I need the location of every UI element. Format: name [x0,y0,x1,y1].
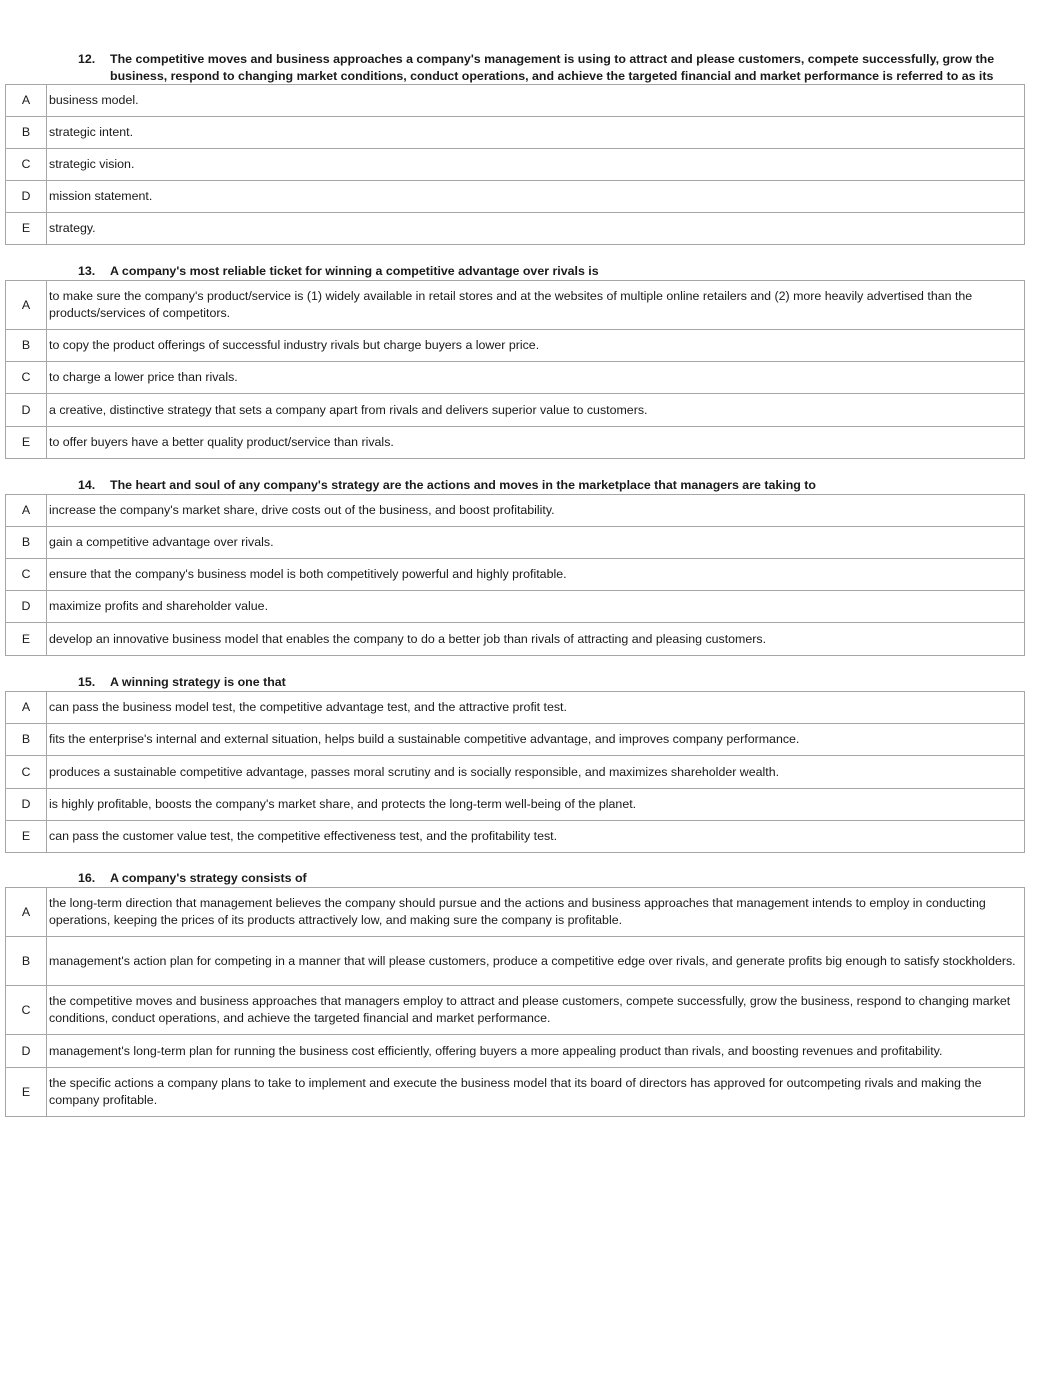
option-letter: C [6,756,47,789]
option-letter: C [6,559,47,591]
option-text: strategy. [47,213,1025,245]
option-row-d[interactable] [6,1035,1025,1068]
option-text: the specific actions a company plans to take to implement and execute the business model that its board of directors has approved for outcompeting rivals and making the company profitable. [47,1068,1025,1117]
option-row-b[interactable] [6,330,1025,362]
option-text: increase the company's market share, drive costs out of the business, and boost profitability. [47,495,1025,527]
question-title [78,51,1008,84]
option-text: management's action plan for competing in a manner that will please customers, produce a competitive edge over rivals, and generate profits big enough to satisfy stockholders. [47,937,1025,986]
options-table [5,494,1025,656]
option-text: mission statement. [47,181,1025,213]
option-text: produces a sustainable competitive advantage, passes moral scrutiny and is socially responsible, and maximizes shareholder wealth. [47,756,1025,789]
option-letter: C [6,986,47,1035]
question-text: A company's strategy consists of [110,871,307,885]
option-row-d[interactable] [6,789,1025,821]
option-letter: D [6,394,47,427]
question-text: The heart and soul of any company's strategy are the actions and moves in the marketplace that managers are taking to [110,478,816,492]
option-letter: E [6,821,47,853]
option-row-a[interactable] [6,495,1025,527]
option-text: strategic intent. [47,117,1025,149]
question-number: 16. [78,871,96,885]
option-letter: A [6,281,47,330]
option-text: is highly profitable, boosts the company's market share, and protects the long-term well-being of the planet. [47,789,1025,821]
options-table [5,887,1025,1117]
option-text: can pass the customer value test, the competitive effectiveness test, and the profitability test. [47,821,1025,853]
option-letter: C [6,149,47,181]
options-table [5,280,1025,459]
option-letter: E [6,623,47,656]
question-number: 12. [78,52,96,66]
question-text: A company's most reliable ticket for winning a competitive advantage over rivals is [110,264,599,278]
question-title [78,870,1008,887]
option-text: maximize profits and shareholder value. [47,591,1025,623]
option-row-c[interactable] [6,986,1025,1035]
option-letter: C [6,362,47,394]
option-letter: B [6,724,47,756]
question-text-continued: business, respond to changing market conditions, conduct operations, and achieve the targeted financial and market performance is referred to as its [110,68,994,83]
option-letter: B [6,527,47,559]
option-text: business model. [47,85,1025,117]
option-text: develop an innovative business model that enables the company to do a better job than rivals of attracting and pleasing customers. [47,623,1025,656]
question-text: The competitive moves and business approaches a company's management is using to attract and please customers, compete successfully, grow the [110,52,995,66]
option-row-d[interactable] [6,181,1025,213]
option-row-e[interactable] [6,1068,1025,1117]
option-text: strategic vision. [47,149,1025,181]
option-row-b[interactable] [6,724,1025,756]
option-letter: D [6,181,47,213]
option-text: fits the enterprise's internal and external situation, helps build a sustainable competitive advantage, and improves company performance. [47,724,1025,756]
option-row-c[interactable] [6,362,1025,394]
option-letter: E [6,427,47,459]
question-title [78,263,1008,280]
option-letter: A [6,888,47,937]
option-text: to offer buyers have a better quality product/service than rivals. [47,427,1025,459]
option-row-c[interactable] [6,149,1025,181]
options-table [5,84,1025,245]
option-row-b[interactable] [6,527,1025,559]
option-row-e[interactable] [6,213,1025,245]
option-row-a[interactable] [6,888,1025,937]
question-title [78,674,1008,691]
option-text: gain a competitive advantage over rivals. [47,527,1025,559]
question-title [78,477,1008,494]
option-letter: B [6,117,47,149]
option-text: can pass the business model test, the competitive advantage test, and the attractive profit test. [47,692,1025,724]
option-text: a creative, distinctive strategy that sets a company apart from rivals and delivers superior value to customers. [47,394,1025,427]
option-text: the long-term direction that management believes the company should pursue and the actions and business approaches that management intends to employ in conducting operations, keeping the prices of its products attractively low, and making sure the company is profitable. [47,888,1025,937]
option-letter: D [6,1035,47,1068]
option-text: the competitive moves and business approaches that managers employ to attract and please customers, compete successfully, grow the business, respond to changing market conditions, conduct operations, and achieve the targeted financial and market performance. [47,986,1025,1035]
option-text: management's long-term plan for running the business cost efficiently, offering buyers a more appealing product than rivals, and boosting revenues and profitability. [47,1035,1025,1068]
option-row-a[interactable] [6,692,1025,724]
option-row-a[interactable] [6,281,1025,330]
option-row-d[interactable] [6,394,1025,427]
option-row-e[interactable] [6,623,1025,656]
option-letter: A [6,692,47,724]
option-letter: A [6,495,47,527]
question-number: 13. [78,264,96,278]
option-row-e[interactable] [6,821,1025,853]
option-row-e[interactable] [6,427,1025,459]
options-table [5,691,1025,853]
option-letter: E [6,1068,47,1117]
option-text: ensure that the company's business model is both competitively powerful and highly profitable. [47,559,1025,591]
option-letter: E [6,213,47,245]
option-text: to copy the product offerings of successful industry rivals but charge buyers a lower price. [47,330,1025,362]
option-text: to charge a lower price than rivals. [47,362,1025,394]
question-text: A winning strategy is one that [110,675,286,689]
option-row-a[interactable] [6,85,1025,117]
option-text: to make sure the company's product/service is (1) widely available in retail stores and at the websites of multiple online retailers and (2) more heavily advertised than the products/services of competitors. [47,281,1025,330]
option-row-b[interactable] [6,937,1025,986]
option-letter: A [6,85,47,117]
option-letter: D [6,789,47,821]
option-letter: B [6,937,47,986]
option-row-c[interactable] [6,756,1025,789]
option-letter: D [6,591,47,623]
option-row-b[interactable] [6,117,1025,149]
question-number: 15. [78,675,96,689]
question-number: 14. [78,478,96,492]
option-row-d[interactable] [6,591,1025,623]
option-row-c[interactable] [6,559,1025,591]
option-letter: B [6,330,47,362]
